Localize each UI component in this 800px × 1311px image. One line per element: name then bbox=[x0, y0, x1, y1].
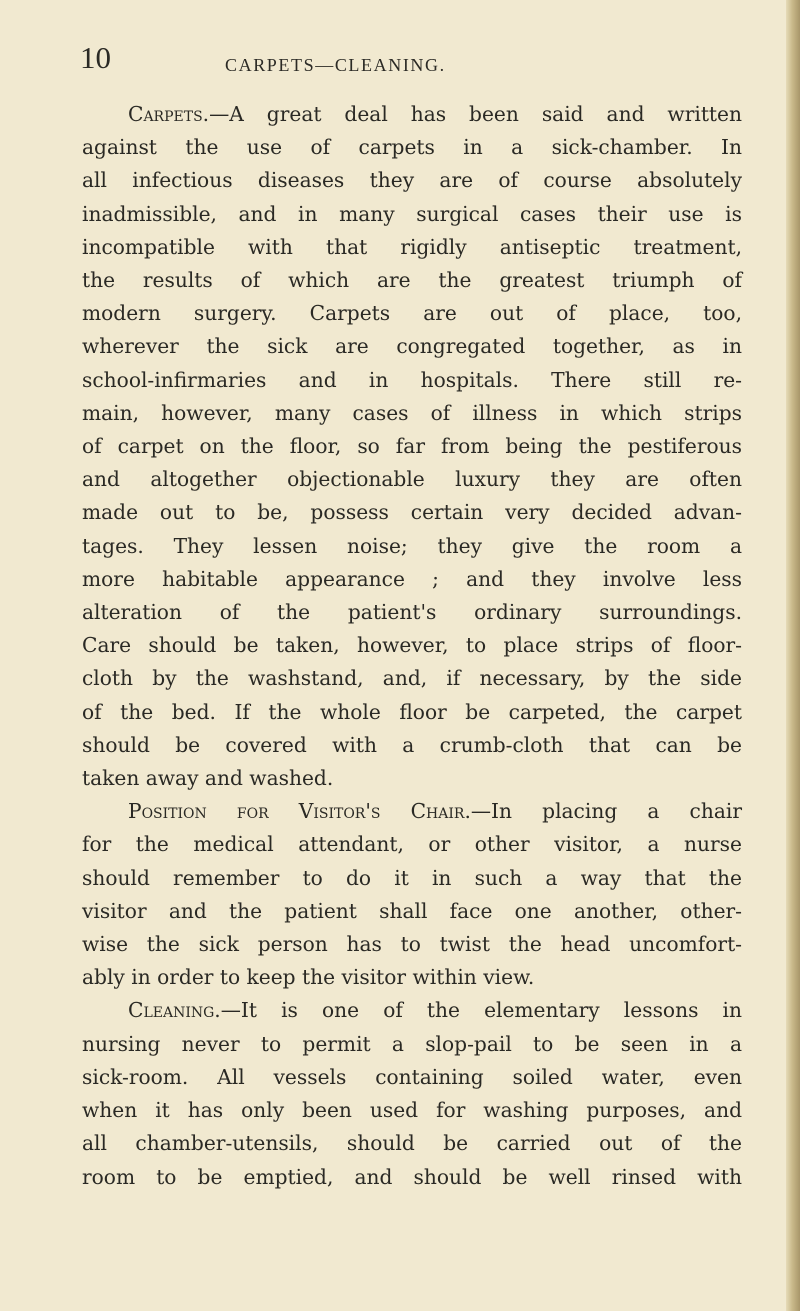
section-heading-cleaning: Cleaning. bbox=[128, 998, 221, 1023]
text-line: taken away and washed. bbox=[82, 766, 334, 791]
text-line: cloth by the washstand, and, if necessary, by the side bbox=[82, 666, 742, 691]
text-line: the results of which are the greatest triumph of bbox=[82, 268, 742, 293]
text-line: of carpet on the floor, so far from being the pestiferous bbox=[82, 434, 742, 459]
text-line: ably in order to keep the visitor within view. bbox=[82, 965, 535, 990]
text-line: nursing never to permit a slop-pail to be seen in a bbox=[82, 1031, 742, 1056]
paragraph-cleaning-line-1: Cleaning.—It is one of the elementary lessons in bbox=[128, 998, 742, 1023]
text-line: incompatible with that rigidly antiseptic treatment, bbox=[82, 234, 742, 259]
text-line: room to be emptied, and should be well rinsed with bbox=[82, 1164, 742, 1189]
text-line: sick-room. All vessels containing soiled water, even bbox=[82, 1064, 742, 1089]
text-line: wise the sick person has to twist the head uncomfort- bbox=[82, 932, 742, 957]
body-text bbox=[82, 98, 742, 1194]
text-line: more habitable appearance ; and they involve less bbox=[82, 566, 742, 591]
text-line: wherever the sick are congregated together, as in bbox=[82, 334, 742, 359]
text-line: alteration of the patient's ordinary surroundings. bbox=[82, 600, 742, 625]
text-line: main, however, many cases of illness in which strips bbox=[82, 400, 742, 425]
text-line: should remember to do it in such a way that the bbox=[82, 865, 742, 890]
running-head: CARPETS—CLEANING. bbox=[225, 55, 446, 75]
section-heading-carpets: Carpets. bbox=[128, 102, 210, 126]
section-heading-visitor-chair: Position for Visitor's Chair. bbox=[128, 799, 471, 824]
text-line: for the medical attendant, or other visitor, a nurse bbox=[82, 832, 742, 857]
text-line: Care should be taken, however, to place strips of floor- bbox=[82, 633, 742, 658]
paragraph-visitor-chair-line-1: Position for Visitor's Chair.—In placing a chair bbox=[128, 799, 742, 824]
page-edge-shadow bbox=[786, 0, 800, 1311]
text-line: made out to be, possess certain very decided advan- bbox=[82, 500, 742, 525]
text-line: inadmissible, and in many surgical cases their use is bbox=[82, 201, 742, 226]
text-line: and altogether objectionable luxury they are often bbox=[82, 467, 742, 492]
text-line: should be covered with a crumb-cloth that can be bbox=[82, 732, 742, 757]
page-number: 10 bbox=[80, 40, 111, 75]
text-line: tages. They lessen noise; they give the room a bbox=[82, 533, 742, 558]
text-line: against the use of carpets in a sick-chamber. In bbox=[82, 135, 742, 160]
text-line: of the bed. If the whole floor be carpeted, the carpet bbox=[82, 699, 742, 724]
text-line: visitor and the patient shall face one another, other- bbox=[82, 898, 742, 923]
paragraph-carpets-line-1: Carpets.—A great deal has been said and written bbox=[128, 102, 742, 126]
text-line: when it has only been used for washing purposes, and bbox=[82, 1098, 742, 1123]
text-line: all chamber-utensils, should be carried out of the bbox=[82, 1131, 742, 1156]
text-line: all infectious diseases they are of course absolutely bbox=[82, 168, 742, 193]
text-line: school-infirmaries and in hospitals. There still re- bbox=[82, 367, 742, 392]
text-line: modern surgery. Carpets are out of place, too, bbox=[82, 301, 742, 326]
